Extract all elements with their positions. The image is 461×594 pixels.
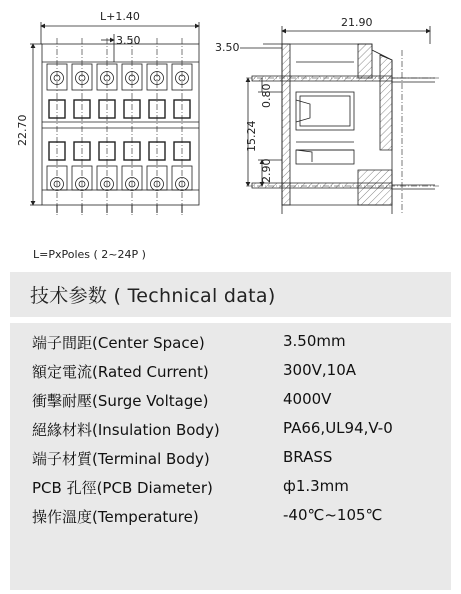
spec-label: 衝擊耐壓(Surge Voltage) <box>32 392 209 410</box>
spec-label: 端子間距(Center Space) <box>32 334 205 352</box>
spec-label: 絕緣材料(Insulation Body) <box>32 421 220 439</box>
spec-row <box>10 419 451 448</box>
front-view <box>30 22 199 215</box>
section-divider <box>10 317 451 323</box>
spec-row <box>10 448 451 477</box>
poles-formula: L=PxPoles ( 2~24P ) <box>33 248 146 261</box>
section-title: 技术参数 ( Technical data) <box>30 285 276 307</box>
spec-label: 操作溫度(Temperature) <box>32 508 199 526</box>
dim-mid-label: 15.24 <box>245 120 258 152</box>
dim-depth-label: 21.90 <box>341 16 373 29</box>
spec-value: 4000V <box>283 390 332 408</box>
spec-value: ф1.3mm <box>283 477 349 495</box>
dim-pitch-label: 3.50 <box>116 34 141 47</box>
spec-table <box>10 332 451 535</box>
spec-label: 端子材質(Terminal Body) <box>32 450 210 468</box>
spec-value: -40℃~105℃ <box>283 506 383 524</box>
spec-row <box>10 332 451 361</box>
dim-height-label: 22.70 <box>16 114 29 146</box>
technical-data-panel <box>10 272 451 590</box>
spec-value: 300V,10A <box>283 361 357 379</box>
spec-value: 3.50mm <box>283 332 346 350</box>
spec-row <box>10 361 451 390</box>
spec-row <box>10 506 451 535</box>
side-view <box>240 26 440 214</box>
spec-value: PA66,UL94,V-0 <box>283 419 393 437</box>
technical-drawing <box>0 0 461 232</box>
dim-gap-label: 0.80 <box>260 83 273 108</box>
spec-label: PCB 孔徑(PCB Diameter) <box>32 479 213 497</box>
spec-row <box>10 477 451 506</box>
spec-row <box>10 390 451 419</box>
dim-width-label: L+1.40 <box>100 10 140 23</box>
dim-offset-label: 3.50 <box>215 41 240 54</box>
dim-pin-label: 2.90 <box>260 158 273 183</box>
spec-label: 額定電流(Rated Current) <box>32 363 209 381</box>
spec-value: BRASS <box>283 448 333 466</box>
